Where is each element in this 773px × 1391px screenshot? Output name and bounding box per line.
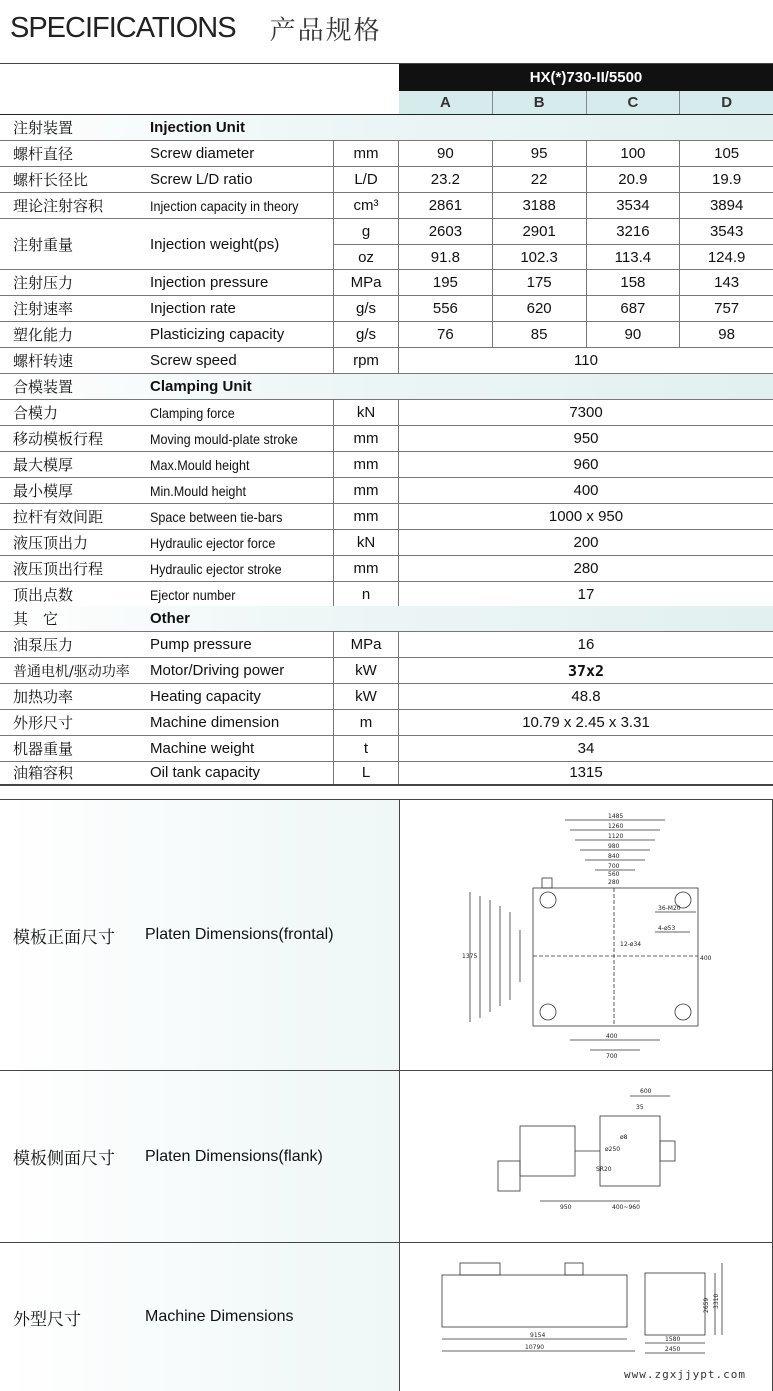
row-label-en: Injection pressure bbox=[150, 274, 269, 291]
row-values bbox=[399, 245, 773, 270]
row-value: 10.79 x 2.45 x 3.31 bbox=[522, 714, 650, 731]
row-label-zh: 塑化能力 bbox=[13, 326, 74, 344]
frontal-drawing bbox=[399, 800, 773, 1070]
dim-label: 2450 bbox=[665, 1346, 681, 1353]
title-zh: 产品规格 bbox=[269, 15, 382, 46]
dim-label: ø8 bbox=[620, 1134, 628, 1141]
dim-label: 10790 bbox=[525, 1344, 545, 1351]
value-a: 2603 bbox=[399, 219, 493, 244]
row-label-en: Machine weight bbox=[150, 740, 255, 757]
value-b: 175 bbox=[493, 270, 587, 295]
page-header bbox=[10, 8, 382, 48]
table-row bbox=[0, 632, 773, 658]
value-c: 90 bbox=[587, 322, 681, 347]
row-label-zh: 机器重量 bbox=[13, 740, 74, 758]
row-unit: g/s bbox=[333, 322, 399, 347]
row-unit: mm bbox=[333, 141, 399, 166]
row-label-zh: 移动模板行程 bbox=[13, 430, 104, 448]
row-unit: rpm bbox=[333, 348, 399, 373]
row-value: 280 bbox=[573, 560, 599, 577]
row-unit: mm bbox=[333, 504, 399, 529]
flank-drawing bbox=[399, 1071, 773, 1242]
row-unit: kW bbox=[333, 684, 399, 709]
row-values bbox=[399, 322, 773, 347]
value-b: 3188 bbox=[493, 193, 587, 218]
row-unit: cm³ bbox=[333, 193, 399, 218]
row-value: 48.8 bbox=[571, 688, 601, 705]
section-clamping bbox=[0, 374, 773, 400]
table-row bbox=[0, 400, 773, 426]
row-value: 7300 bbox=[569, 404, 603, 421]
panel-label-zh: 模板正面尺寸 bbox=[13, 927, 115, 948]
row-label-zh: 注射重量 bbox=[13, 235, 74, 254]
panel-label-en: Platen Dimensions(flank) bbox=[145, 1147, 323, 1165]
row-unit: g bbox=[333, 219, 399, 244]
section-label-en: Other bbox=[150, 610, 191, 627]
divider bbox=[0, 784, 773, 786]
dim-label: 700 bbox=[606, 1053, 618, 1060]
panel-label-en: Platen Dimensions(frontal) bbox=[145, 926, 334, 943]
dim-label: 980 bbox=[608, 843, 620, 850]
table-row bbox=[0, 167, 773, 193]
row-label-zh: 油箱容积 bbox=[13, 764, 74, 782]
row-label-zh: 注射压力 bbox=[13, 274, 74, 292]
dim-label: 1375 bbox=[462, 953, 478, 960]
dim-label: 1580 bbox=[665, 1336, 681, 1343]
row-unit: mm bbox=[333, 426, 399, 451]
dim-label: ø250 bbox=[605, 1146, 621, 1153]
row-unit: g/s bbox=[333, 296, 399, 321]
callout-label: 36-M20 bbox=[658, 905, 681, 912]
table-row bbox=[0, 760, 773, 786]
row-unit: MPa bbox=[333, 632, 399, 657]
row-label-en: Screw L/D ratio bbox=[150, 171, 253, 188]
row-label-en: Injection weight(ps) bbox=[150, 235, 280, 253]
value-b: 620 bbox=[493, 296, 587, 321]
row-values bbox=[399, 219, 773, 244]
panel-label-zh: 外型尺寸 bbox=[13, 1309, 81, 1330]
row-label-zh: 液压顶出行程 bbox=[13, 560, 104, 578]
row-label-en: Injection capacity in theory bbox=[150, 197, 299, 214]
value-d: 105 bbox=[714, 145, 740, 162]
table-row bbox=[0, 452, 773, 478]
table-row bbox=[0, 141, 773, 167]
dim-label: 9154 bbox=[530, 1332, 546, 1339]
column-a: A bbox=[399, 91, 493, 114]
row-label-en: Screw speed bbox=[150, 352, 237, 369]
table-row bbox=[0, 322, 773, 348]
value-c: 113.4 bbox=[587, 245, 681, 270]
dim-label: SR20 bbox=[596, 1166, 612, 1173]
dim-label: 950 bbox=[560, 1204, 572, 1211]
dim-label: 35 bbox=[636, 1104, 644, 1111]
row-label-zh: 拉杆有效间距 bbox=[13, 508, 104, 526]
row-label-zh: 理论注射容积 bbox=[13, 197, 104, 215]
column-c: C bbox=[587, 91, 681, 114]
table-row bbox=[0, 478, 773, 504]
value-a: 556 bbox=[399, 296, 493, 321]
row-label-zh: 螺杆转速 bbox=[13, 352, 74, 370]
row-label-zh: 螺杆直径 bbox=[13, 145, 74, 163]
section-injection bbox=[0, 115, 773, 141]
row-label-en: Min.Mould height bbox=[150, 482, 246, 499]
row-label-en: Heating capacity bbox=[150, 688, 261, 705]
dim-label: 400 bbox=[700, 955, 712, 962]
row-unit: L bbox=[333, 760, 399, 785]
row-label-en: Space between tie-bars bbox=[150, 508, 283, 525]
table-row bbox=[0, 426, 773, 452]
panel-machine-dimensions bbox=[0, 1243, 773, 1391]
row-label-zh: 油泵压力 bbox=[13, 636, 74, 654]
value-d: 98 bbox=[718, 326, 735, 343]
row-unit: m bbox=[333, 710, 399, 735]
callout-label: 4-ø53 bbox=[658, 925, 676, 932]
row-label-en: Motor/Driving power bbox=[150, 662, 285, 679]
row-value: 950 bbox=[573, 430, 599, 447]
table-row bbox=[0, 582, 773, 608]
panel-platen-flank bbox=[0, 1071, 773, 1242]
value-b: 85 bbox=[493, 322, 587, 347]
row-label-en: Clamping force bbox=[150, 404, 235, 421]
row-values bbox=[399, 141, 773, 166]
table-row bbox=[0, 658, 773, 684]
row-label-en: Machine dimension bbox=[150, 714, 280, 731]
row-value: 110 bbox=[574, 352, 598, 369]
watermark: www.zgxjjypt.com bbox=[624, 1368, 746, 1381]
value-c: 158 bbox=[587, 270, 681, 295]
dim-label: 840 bbox=[608, 853, 620, 860]
row-label-en: Injection rate bbox=[150, 300, 236, 317]
table-row bbox=[0, 270, 773, 296]
machine-drawing bbox=[399, 1243, 773, 1391]
row-label-en: Plasticizing capacity bbox=[150, 326, 285, 343]
row-unit: mm bbox=[333, 452, 399, 477]
callout-label: 12-ø34 bbox=[620, 941, 642, 948]
row-value: 17 bbox=[577, 586, 595, 603]
value-c: 687 bbox=[587, 296, 681, 321]
row-value: 1000 x 950 bbox=[548, 508, 624, 525]
table-row bbox=[0, 710, 773, 736]
row-value: 1315 bbox=[569, 764, 603, 781]
table-row bbox=[0, 504, 773, 530]
row-value: 200 bbox=[573, 534, 599, 551]
value-d: 757 bbox=[714, 300, 740, 317]
table-row bbox=[0, 193, 773, 219]
row-values bbox=[399, 270, 773, 295]
model-name: HX(*)730-II/5500 bbox=[399, 64, 773, 91]
row-unit: MPa bbox=[333, 270, 399, 295]
row-unit: t bbox=[333, 736, 399, 761]
section-label-zh: 合模装置 bbox=[13, 378, 74, 396]
dim-label: 280 bbox=[608, 879, 620, 886]
sub-row-g bbox=[333, 219, 773, 245]
value-b: 102.3 bbox=[493, 245, 587, 270]
value-a: 2861 bbox=[399, 193, 493, 218]
row-label-zh: 注射速率 bbox=[13, 300, 74, 318]
row-values bbox=[399, 193, 773, 218]
sub-row-oz bbox=[333, 245, 773, 271]
row-value: 34 bbox=[577, 740, 595, 757]
row-value: 37x2 bbox=[567, 661, 605, 680]
row-label-zh: 合模力 bbox=[13, 404, 59, 422]
dim-label: 3310 bbox=[713, 1293, 720, 1309]
row-values bbox=[399, 167, 773, 192]
value-b: 22 bbox=[493, 167, 587, 192]
section-label-en: Injection Unit bbox=[150, 119, 245, 136]
value-a: 23.2 bbox=[399, 167, 493, 192]
row-label-zh: 液压顶出力 bbox=[13, 534, 89, 552]
value-c: 100 bbox=[587, 141, 681, 166]
row-label-zh: 加热功率 bbox=[13, 688, 74, 706]
row-label-en: Oil tank capacity bbox=[150, 764, 261, 781]
dim-label: 400~960 bbox=[612, 1204, 640, 1211]
row-label-zh: 顶出点数 bbox=[13, 586, 74, 604]
row-unit: kW bbox=[333, 658, 399, 683]
dim-label: 1120 bbox=[608, 833, 624, 840]
row-label-en: Screw diameter bbox=[150, 145, 255, 162]
table-row bbox=[0, 296, 773, 322]
value-d: 143 bbox=[714, 274, 740, 291]
row-label-zh: 最小模厚 bbox=[13, 482, 74, 500]
row-unit: kN bbox=[333, 530, 399, 555]
value-a: 90 bbox=[399, 141, 493, 166]
section-other bbox=[0, 606, 773, 632]
row-unit: kN bbox=[333, 400, 399, 425]
value-b: 95 bbox=[493, 141, 587, 166]
row-value: 960 bbox=[573, 456, 599, 473]
value-c: 3216 bbox=[587, 219, 681, 244]
row-label-zh: 外形尺寸 bbox=[13, 714, 74, 732]
dim-label: 1260 bbox=[608, 823, 624, 830]
row-unit: L/D bbox=[333, 167, 399, 192]
row-unit: mm bbox=[333, 478, 399, 503]
value-a: 195 bbox=[399, 270, 493, 295]
value-d: 19.9 bbox=[712, 171, 742, 188]
row-values bbox=[399, 296, 773, 321]
column-b: B bbox=[493, 91, 587, 114]
panel-label-zh: 模板侧面尺寸 bbox=[13, 1149, 115, 1169]
row-label-en: Hydraulic ejector stroke bbox=[150, 560, 282, 577]
section-label-en: Clamping Unit bbox=[150, 378, 252, 395]
row-label-en: Pump pressure bbox=[150, 636, 252, 653]
row-value: 16 bbox=[577, 636, 595, 653]
row-label-zh: 普通电机/驱动功率 bbox=[13, 663, 130, 680]
table-row bbox=[0, 530, 773, 556]
row-unit: n bbox=[333, 582, 399, 607]
dim-label: 2659 bbox=[703, 1297, 710, 1313]
value-c: 3534 bbox=[587, 193, 681, 218]
value-d: 124.9 bbox=[707, 249, 746, 266]
row-unit: mm bbox=[333, 556, 399, 581]
title-en: SPECIFICATIONS bbox=[10, 11, 236, 44]
panel-label-en: Machine Dimensions bbox=[145, 1308, 294, 1325]
value-a: 76 bbox=[399, 322, 493, 347]
section-label-zh: 注射装置 bbox=[13, 119, 74, 137]
row-label-en: Moving mould-plate stroke bbox=[150, 430, 298, 447]
row-label-en: Ejector number bbox=[150, 586, 236, 603]
table-row bbox=[0, 684, 773, 710]
section-label-zh: 其 它 bbox=[13, 610, 59, 628]
model-columns bbox=[399, 91, 773, 114]
panel-platen-frontal bbox=[0, 800, 773, 1070]
row-value: 400 bbox=[573, 482, 599, 499]
dim-label: 1485 bbox=[608, 813, 624, 820]
row-label-zh: 螺杆长径比 bbox=[13, 171, 89, 189]
table-row bbox=[0, 736, 773, 762]
table-row-injection-weight bbox=[0, 219, 773, 270]
value-a: 91.8 bbox=[399, 245, 493, 270]
column-d: D bbox=[680, 91, 773, 114]
value-c: 20.9 bbox=[587, 167, 681, 192]
value-b: 2901 bbox=[493, 219, 587, 244]
table-row bbox=[0, 556, 773, 582]
value-d: 3894 bbox=[709, 197, 744, 214]
dim-label: 700 bbox=[608, 863, 620, 870]
dim-label: 560 bbox=[608, 871, 620, 878]
row-unit: oz bbox=[333, 245, 399, 270]
row-label-en: Max.Mould height bbox=[150, 456, 250, 473]
value-d: 3543 bbox=[709, 223, 744, 240]
row-label-zh: 最大模厚 bbox=[13, 456, 74, 474]
dim-label: 600 bbox=[640, 1088, 652, 1095]
table-row bbox=[0, 348, 773, 374]
row-label-en: Hydraulic ejector force bbox=[150, 534, 276, 551]
dim-label: 400 bbox=[606, 1033, 618, 1040]
